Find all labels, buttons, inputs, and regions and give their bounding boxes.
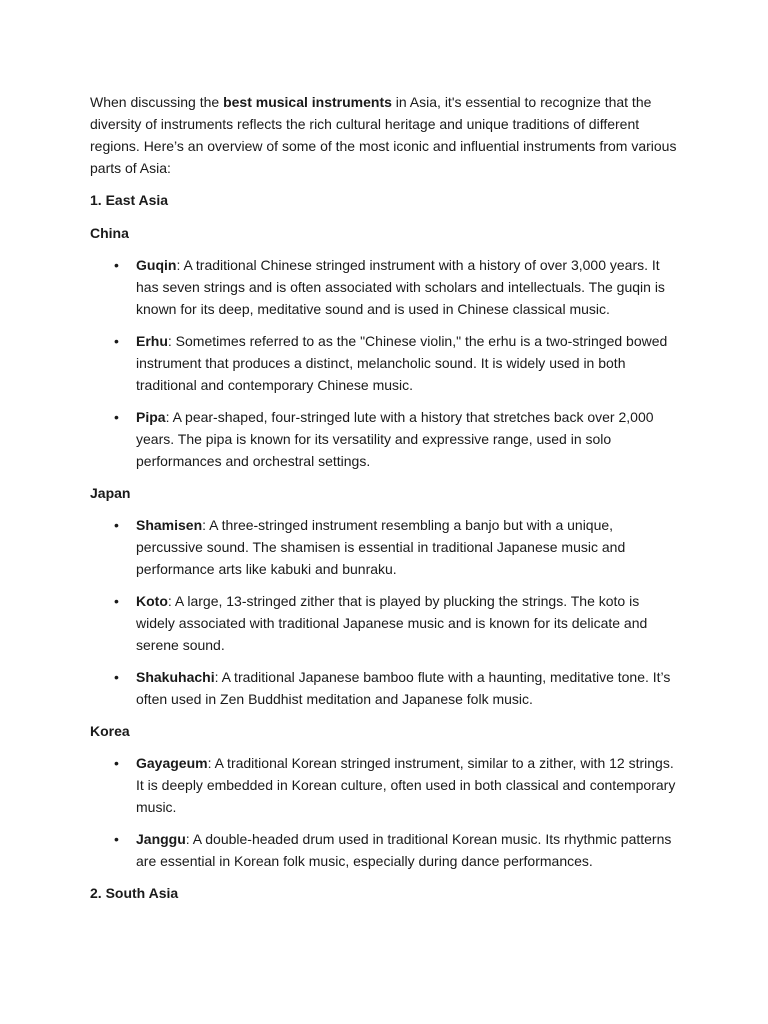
list-item (90, 330, 676, 396)
country-heading-japan: Japan (90, 485, 131, 501)
instrument-description: : A pear-shaped, four-stringed lute with a history that stretches back over 2,000 years. The pipa is known for its versatility and expressive range, used in solo performances and orchestral settings. (136, 409, 654, 469)
list-item (90, 590, 676, 656)
list-item (90, 752, 676, 818)
instrument-description: : A traditional Japanese bamboo flute with a haunting, meditative tone. It’s often used in Zen Buddhist meditation and Japanese folk music. (136, 669, 671, 707)
list-item (90, 828, 676, 872)
instrument-list-china (90, 254, 678, 472)
section-heading-south-asia: 2. South Asia (90, 885, 179, 901)
instrument-list-japan (90, 514, 678, 710)
country-block-korea (90, 720, 678, 872)
country-block-china (90, 222, 678, 472)
bullet-icon: • (114, 831, 119, 847)
instrument-list-korea (90, 752, 678, 872)
intro-paragraph (90, 91, 678, 179)
instrument-term: Erhu (136, 333, 168, 349)
intro-text-bold: best musical instruments (223, 94, 392, 110)
intro-text-before: When discussing the (90, 94, 224, 110)
instrument-term: Shakuhachi (136, 669, 215, 685)
country-heading-korea: Korea (90, 723, 130, 739)
list-item (90, 514, 676, 580)
instrument-term: Guqin (136, 257, 177, 273)
instrument-term: Pipa (136, 409, 166, 425)
list-item (90, 406, 676, 472)
bullet-icon: • (114, 517, 119, 533)
instrument-term: Shamisen (136, 517, 203, 533)
list-item (90, 666, 676, 710)
bullet-icon: • (114, 669, 119, 685)
list-item (90, 254, 676, 320)
bullet-icon: • (114, 409, 119, 425)
instrument-term: Koto (136, 593, 168, 609)
bullet-icon: • (114, 257, 119, 273)
bullet-icon: • (114, 593, 119, 609)
bullet-icon: • (114, 333, 119, 349)
instrument-description: : Sometimes referred to as the "Chinese violin," the erhu is a two-stringed bowed instrument that produces a distinct, melancholic sound. It is widely used in both traditional and contemporary Chinese music. (136, 333, 668, 393)
instrument-description: : A three-stringed instrument resembling a banjo but with a unique, percussive sound. The shamisen is essential in traditional Japanese music and performance arts like kabuki and bunraku. (136, 517, 626, 577)
instrument-term: Gayageum (136, 755, 208, 771)
instrument-description: : A large, 13-stringed zither that is played by plucking the strings. The koto is widely associated with traditional Japanese music and is known for its delicate and serene sound. (136, 593, 648, 653)
section-heading-east-asia: 1. East Asia (90, 192, 169, 208)
country-block-japan (90, 482, 678, 710)
bullet-icon: • (114, 755, 119, 771)
instrument-description: : A traditional Korean stringed instrument, similar to a zither, with 12 strings. It is deeply embedded in Korean culture, often used in both classical and contemporary music. (136, 755, 676, 815)
intro-text-after: in Asia, it's essential to recognize that the diversity of instruments reflects the rich cultural heritage and unique traditions of different regions. Here’s an overview of some of the most iconic and influential instruments from various parts of Asia: (90, 94, 677, 176)
instrument-description: : A double-headed drum used in traditional Korean music. Its rhythmic patterns are essential in Korean folk music, especially during dance performances. (136, 831, 672, 869)
instrument-term: Janggu (136, 831, 186, 847)
instrument-description: : A traditional Chinese stringed instrument with a history of over 3,000 years. It has seven strings and is often associated with scholars and intellectuals. The guqin is known for its deep, meditative sound and is used in Chinese classical music. (136, 257, 665, 317)
country-heading-china: China (90, 225, 129, 241)
